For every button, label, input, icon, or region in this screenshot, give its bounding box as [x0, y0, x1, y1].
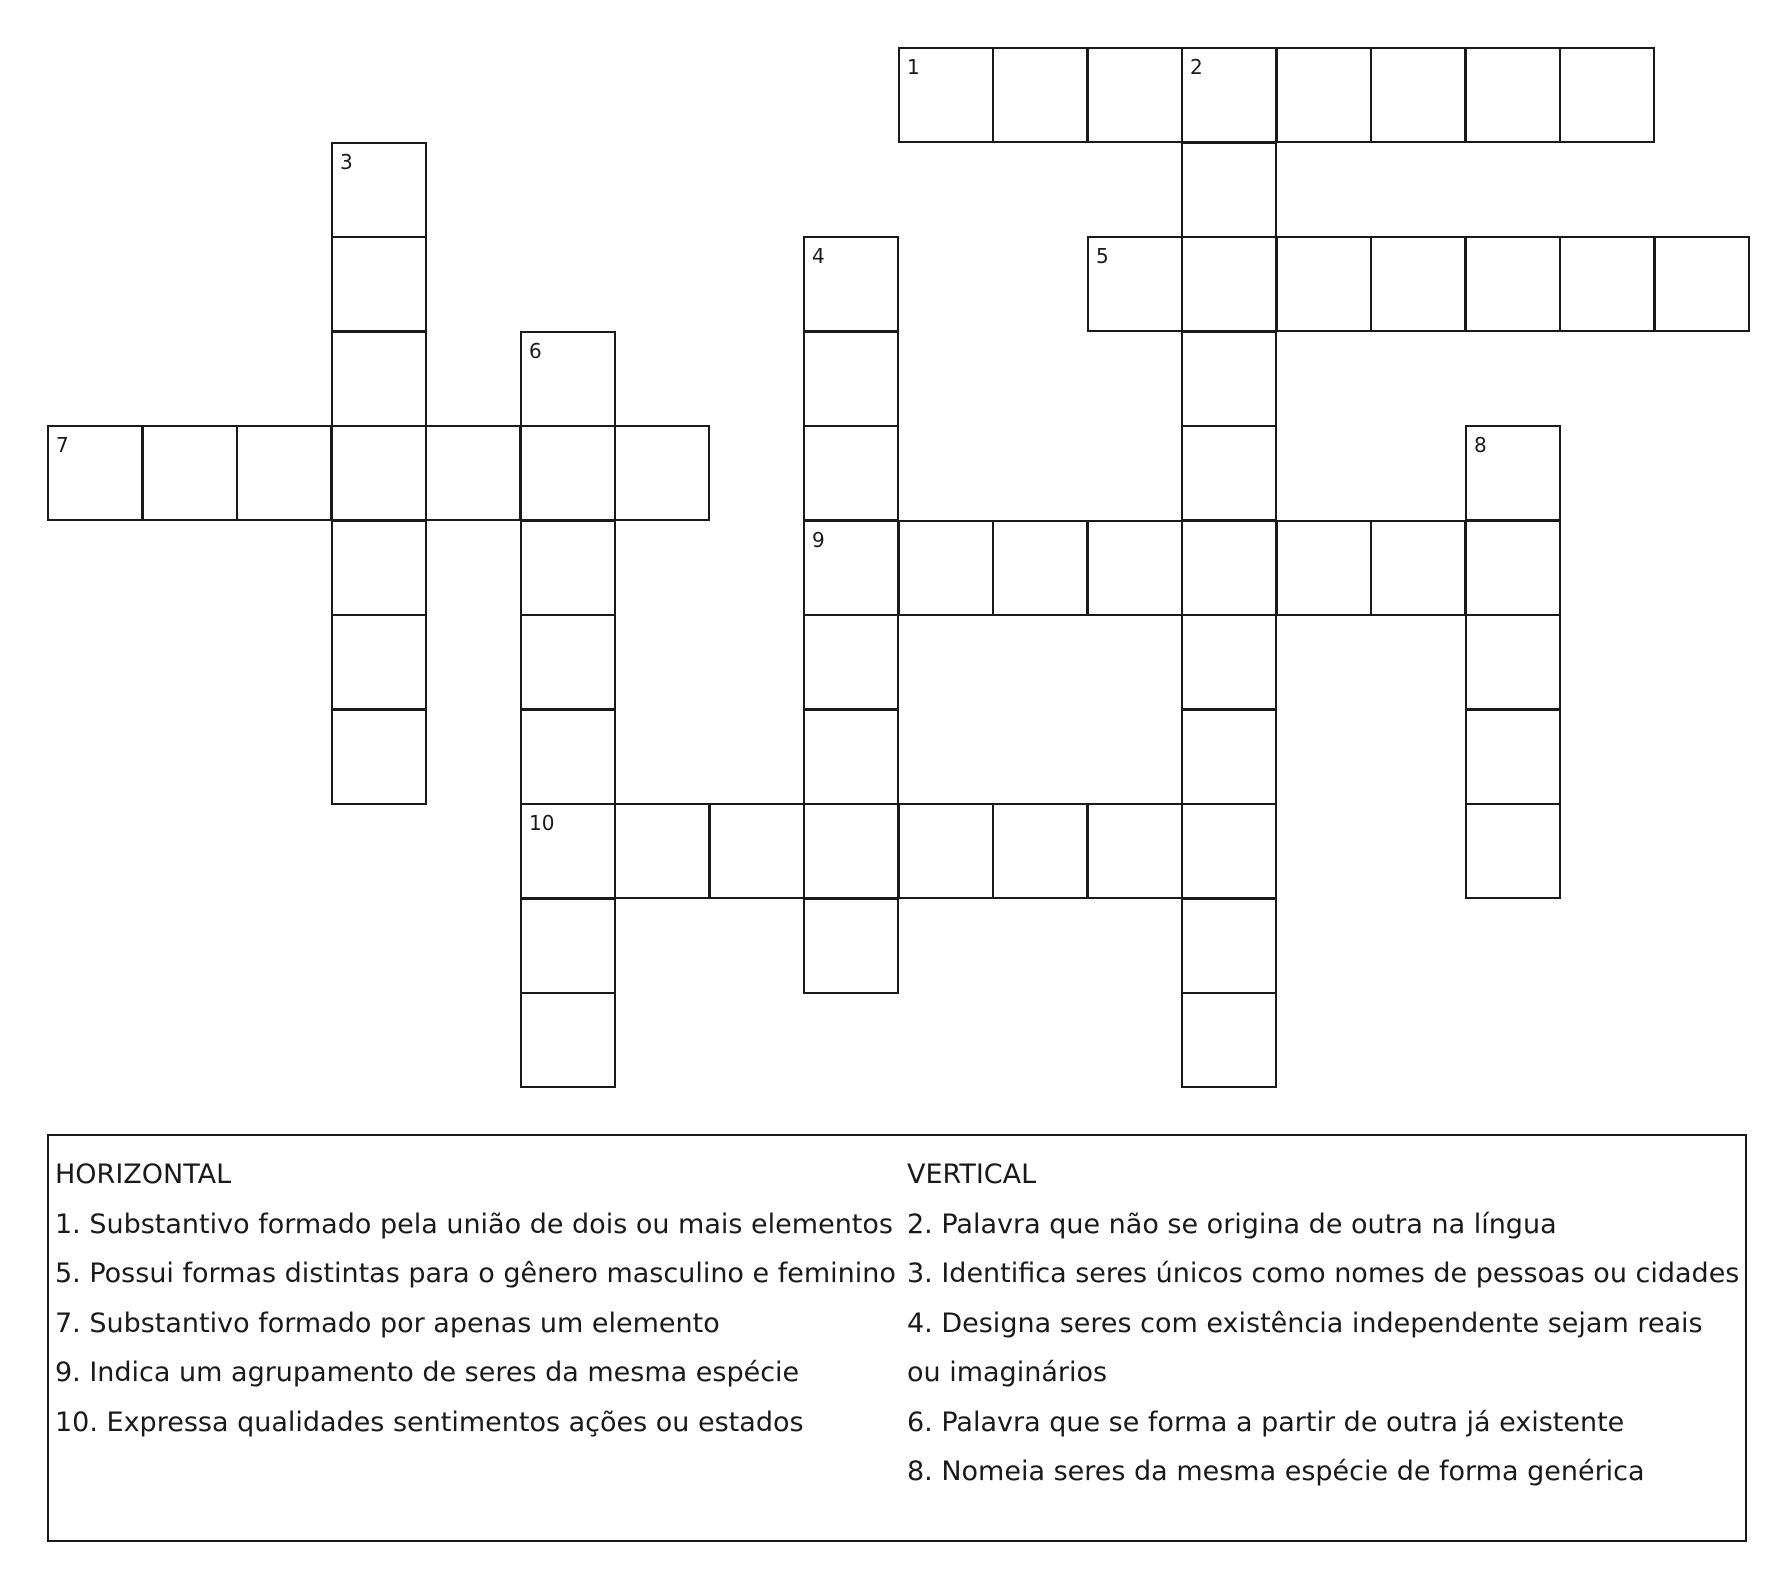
crossword-cell[interactable]: [1087, 236, 1183, 332]
crossword-cell[interactable]: [803, 520, 899, 616]
crossword-cell[interactable]: [1087, 520, 1183, 616]
crossword-cell[interactable]: [331, 520, 427, 616]
crossword-cell[interactable]: [1276, 47, 1372, 143]
crossword-cell[interactable]: [803, 803, 899, 899]
crossword-cell[interactable]: [1370, 47, 1466, 143]
crossword-cell[interactable]: [331, 425, 427, 521]
crossword-cell[interactable]: [1370, 520, 1466, 616]
crossword-cell[interactable]: [47, 425, 143, 521]
crossword-cell[interactable]: [1181, 142, 1277, 238]
crossword-cell[interactable]: [1087, 803, 1183, 899]
clue-number: 2: [1190, 55, 1203, 79]
crossword-cell[interactable]: [520, 331, 616, 427]
clue-across-7: 7. Substantivo formado por apenas um elemento: [55, 1307, 720, 1339]
horizontal-clues: [55, 1150, 905, 1447]
crossword-cell[interactable]: [898, 47, 994, 143]
clue-number: 4: [812, 244, 825, 268]
crossword-cell[interactable]: [803, 236, 899, 332]
clue-down-6: 6. Palavra que se forma a partir de outra já existente: [907, 1406, 1625, 1438]
crossword-cell[interactable]: [331, 236, 427, 332]
clue-number: 10: [529, 811, 555, 835]
crossword-cell[interactable]: [898, 803, 994, 899]
crossword-cell[interactable]: [614, 425, 710, 521]
crossword-cell[interactable]: [1181, 331, 1277, 427]
clue-across-10: 10. Expressa qualidades sentimentos ações ou estados: [55, 1406, 804, 1438]
crossword-cell[interactable]: [992, 520, 1088, 616]
clue-number: 5: [1096, 244, 1109, 268]
crossword-cell[interactable]: [1181, 425, 1277, 521]
crossword-cell[interactable]: [331, 709, 427, 805]
clue-across-1: 1. Substantivo formado pela união de dois ou mais elementos: [55, 1208, 893, 1240]
crossword-cell[interactable]: [520, 709, 616, 805]
clue-number: 7: [56, 433, 69, 457]
crossword-cell[interactable]: [236, 425, 332, 521]
clue-down-4: 4. Designa seres com existência independente sejam reais ou imaginários: [907, 1307, 1703, 1388]
clue-number: 6: [529, 339, 542, 363]
clue-down-2: 2. Palavra que não se origina de outra na língua: [907, 1208, 1557, 1240]
clue-number: 1: [907, 55, 920, 79]
crossword-cell[interactable]: [520, 520, 616, 616]
crossword-cell[interactable]: [142, 425, 238, 521]
clue-number: 3: [340, 150, 353, 174]
clue-number: 9: [812, 528, 825, 552]
vertical-clues-title: VERTICAL: [907, 1159, 1037, 1190]
crossword-cell[interactable]: [992, 803, 1088, 899]
clue-down-8: 8. Nomeia seres da mesma espécie de forma genérica: [907, 1456, 1645, 1487]
horizontal-clues-title: HORIZONTAL: [55, 1159, 232, 1190]
crossword-cell[interactable]: [992, 47, 1088, 143]
crossword-cell[interactable]: [1465, 614, 1561, 710]
crossword-cell[interactable]: [1465, 425, 1561, 521]
clue-number: 8: [1474, 433, 1487, 457]
crossword-cell[interactable]: [1465, 709, 1561, 805]
crossword-cell[interactable]: [803, 331, 899, 427]
crossword-cell[interactable]: [1181, 803, 1277, 899]
crossword-cell[interactable]: [1465, 803, 1561, 899]
crossword-cell[interactable]: [331, 331, 427, 427]
clue-across-9: 9. Indica um agrupamento de seres da mesma espécie: [55, 1357, 800, 1388]
crossword-cell[interactable]: [1181, 992, 1277, 1088]
crossword-cell[interactable]: [1181, 709, 1277, 805]
crossword-cell[interactable]: [1181, 236, 1277, 332]
crossword-cell[interactable]: [331, 142, 427, 238]
crossword-cell[interactable]: [520, 992, 616, 1088]
crossword-cell[interactable]: [520, 614, 616, 710]
clue-down-3: 3. Identifica seres únicos como nomes de pessoas ou cidades: [907, 1258, 1740, 1289]
crossword-cell[interactable]: [425, 425, 521, 521]
crossword-cell[interactable]: [331, 614, 427, 710]
crossword-cell[interactable]: [1370, 236, 1466, 332]
crossword-cell[interactable]: [1181, 614, 1277, 710]
crossword-cell[interactable]: [1181, 47, 1277, 143]
clue-across-5: 5. Possui formas distintas para o gênero masculino e feminino: [55, 1258, 896, 1289]
crossword-cell[interactable]: [1654, 236, 1750, 332]
crossword-cell[interactable]: [614, 803, 710, 899]
crossword-cell[interactable]: [1276, 236, 1372, 332]
crossword-cell[interactable]: [1465, 47, 1561, 143]
crossword-cell[interactable]: [1465, 236, 1561, 332]
crossword-cell[interactable]: [803, 709, 899, 805]
crossword-cell[interactable]: [520, 898, 616, 994]
crossword-cell[interactable]: [1465, 520, 1561, 616]
crossword-cell[interactable]: [1276, 520, 1372, 616]
crossword-cell[interactable]: [803, 614, 899, 710]
crossword-cell[interactable]: [898, 520, 994, 616]
crossword-cell[interactable]: [1559, 47, 1655, 143]
crossword-cell[interactable]: [1181, 898, 1277, 994]
crossword-cell[interactable]: [1181, 520, 1277, 616]
clues-box: [47, 1134, 1747, 1542]
crossword-cell[interactable]: [709, 803, 805, 899]
vertical-clues: [907, 1150, 1743, 1497]
crossword-cell[interactable]: [520, 425, 616, 521]
crossword-cell[interactable]: [803, 425, 899, 521]
crossword-cell[interactable]: [803, 898, 899, 994]
crossword-cell[interactable]: [520, 803, 616, 899]
crossword-cell[interactable]: [1087, 47, 1183, 143]
crossword-cell[interactable]: [1559, 236, 1655, 332]
